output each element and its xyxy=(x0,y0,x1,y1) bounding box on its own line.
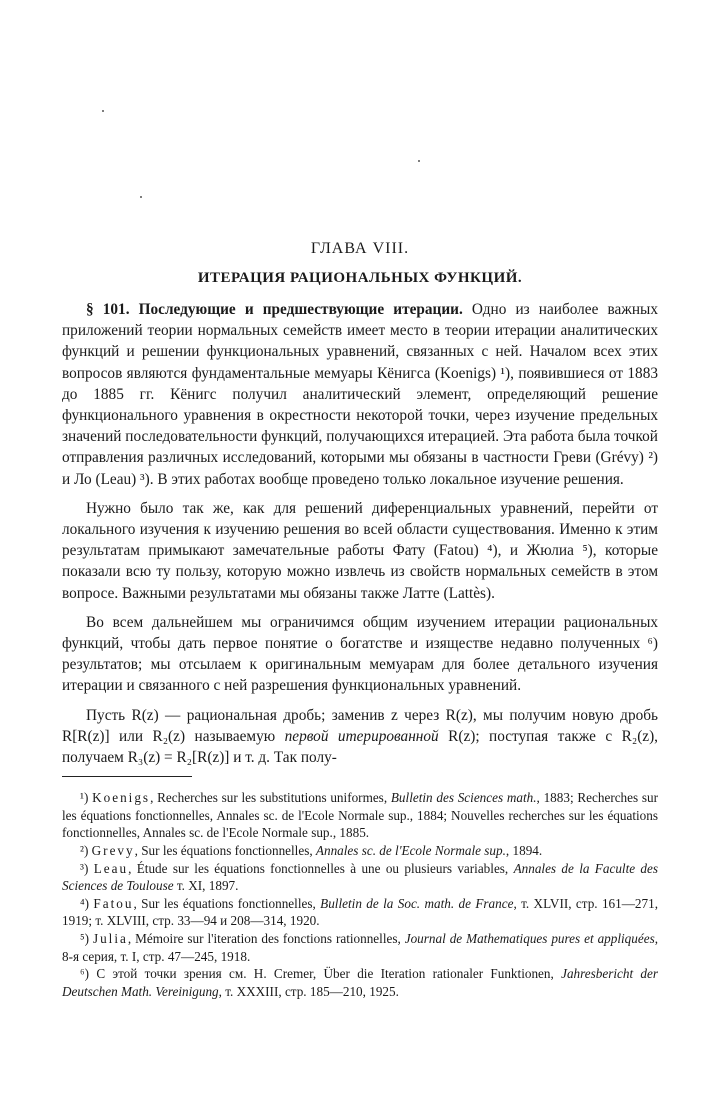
footnote-mark: ⁴) xyxy=(80,895,89,911)
footnote-author: Leau xyxy=(93,860,129,876)
footnote-1 xyxy=(62,789,658,842)
footnote-journal: Annales de la Faculte des Sciences de Toulouse xyxy=(62,860,659,894)
footnote-rest: , т. XLVII, стр. 161—271, 1919; т. XLVIII, стр. 33—94 и 208—314, 1920. xyxy=(62,895,659,929)
paragraph-4-part-a: Пусть R(z) — рациональная дробь; заменив z через R(z), мы получим новую дробь R[R(z)] или R₂(z) называемую xyxy=(62,706,658,745)
section-heading: § 101. Последующие и предшествующие итерации. xyxy=(86,301,463,318)
footnote-rest: , 1894. xyxy=(505,843,543,859)
footnote-text: , Recherches sur les substitutions uniformes, xyxy=(150,790,391,806)
footnote-journal: Journal de Mathematiques pures et appliquées xyxy=(404,931,655,947)
footnote-mark: ⁶) xyxy=(80,966,89,982)
footnote-text: , Mémoire sur l'iteration des fonctions rationnelles, xyxy=(127,931,405,947)
footnote-rest: т. XI, 1897. xyxy=(173,878,239,894)
paragraph-1 xyxy=(62,299,658,490)
paragraph-3: Во всем дальнейшем мы ограничимся общим изучением итерации рациональных функций, чтобы дать первое понятие о богатстве и изяществе недавно полученных ⁶) результатов; мы отсылаем к оригинальным мемуарам для более детального изучения итерации и связанного с ней разрешения функциональных уравнений. xyxy=(62,613,658,695)
footnote-5 xyxy=(62,930,658,965)
footnote-mark: ⁵) xyxy=(80,931,89,947)
footnote-mark: ¹) xyxy=(80,790,89,806)
speck xyxy=(140,196,142,198)
paragraph-2: Нужно было так же, как для решений диференциальных уравнений, перейти от локального изучения к изучению решения во всей области существования. Именно к этим результатам примыкают замечательные работы Фату (Fatou) ⁴), и Жюлиа ⁵), которые показали всю ту пользу, которую можно извлечь из свойств нормальных семейств в этом вопросе. Важными результатами мы обязаны также Латте (Lattès). xyxy=(62,499,658,602)
paragraph-4-emphasis: первой итерированной xyxy=(284,727,439,745)
page-body xyxy=(62,240,658,1000)
footnote-rest: , 8-я серия, т. I, стр. 47—245, 1918. xyxy=(62,931,658,964)
footnote-3 xyxy=(62,860,658,895)
footnote-rule xyxy=(62,776,192,777)
chapter-title: ИТЕРАЦИЯ РАЦИОНАЛЬНЫХ ФУНКЦИЙ. xyxy=(197,270,523,286)
footnote-journal: Bulletin des Sciences math. xyxy=(390,790,537,806)
footnote-4 xyxy=(62,895,658,930)
paragraph-4-part-b: R(z); поступая также с R₂(z), получаем R₃(z) = R₂[R(z)] и т. д. Так полу- xyxy=(62,727,658,767)
footnote-text: , Sur les équations fonctionnelles, xyxy=(133,895,321,911)
footnote-rest: , т. XXXIII, стр. 185—210, 1925. xyxy=(218,983,399,999)
footnote-rest: , 1883; Recherches sur les équations fonctionnelles, Annales sc. de l'Ecole Normale sup., 1884; Nouvelles recherches sur les équations fonctionnelles, Annales sc. de l'Ecole Normale sup., 1885. xyxy=(62,790,659,841)
paragraph-4 xyxy=(62,705,658,769)
footnote-text: С этой точки зрения см. H. Cremer, Über die Iteration rationaler Funktionen, xyxy=(96,966,562,982)
footnote-2 xyxy=(62,842,658,860)
footnote-journal: Bulletin de la Soc. math. de France xyxy=(320,895,514,911)
footnote-text: , Sur les équations fonctionnelles, xyxy=(134,843,316,859)
paragraph-1-text: Одно из наиболее важных приложений теории нормальных семейств имеет место в теории итерации аналитических функций и решении функциональных уравнений, связанных с ней. Началом всех этих вопросов являются фундаментальные мемуары Кёнигса (Koenigs) ¹), появившиеся от 1883 до 1885 гг. Кёнигс получил аналитический элемент, определяющий решение функционального уравнения в окрестности некоторой точки, через изучение предельных значений последовательности функций, получающихся итерацией. Эта работа была точкой отправления различных исследований, которыми мы обязаны в частности Греви (Grévy) ²) и Ло (Leau) ³). В этих работах вообще проведено только локальное изучение решения. xyxy=(62,301,658,488)
speck xyxy=(418,160,420,162)
footnote-mark: ²) xyxy=(80,843,89,859)
footnote-mark: ³) xyxy=(80,860,89,876)
footnote-6 xyxy=(62,965,658,1000)
footnote-author: Fatou xyxy=(93,895,134,911)
footnote-text: , Étude sur les équations fonctionnelles à une ou plusieurs variables, xyxy=(128,860,514,876)
footnote-author: Koenigs xyxy=(92,790,151,806)
footnote-journal: Jahresbericht der Deutschen Math. Vereinigung xyxy=(62,966,658,999)
chapter-heading: ГЛАВА VIII. xyxy=(310,240,410,257)
footnote-author: Julia xyxy=(92,931,128,947)
speck xyxy=(102,110,104,112)
footnote-author: Grevy xyxy=(91,843,135,859)
footnote-journal: Annales sc. de l'Ecole Normale sup. xyxy=(315,843,506,859)
footnotes xyxy=(62,789,658,1000)
